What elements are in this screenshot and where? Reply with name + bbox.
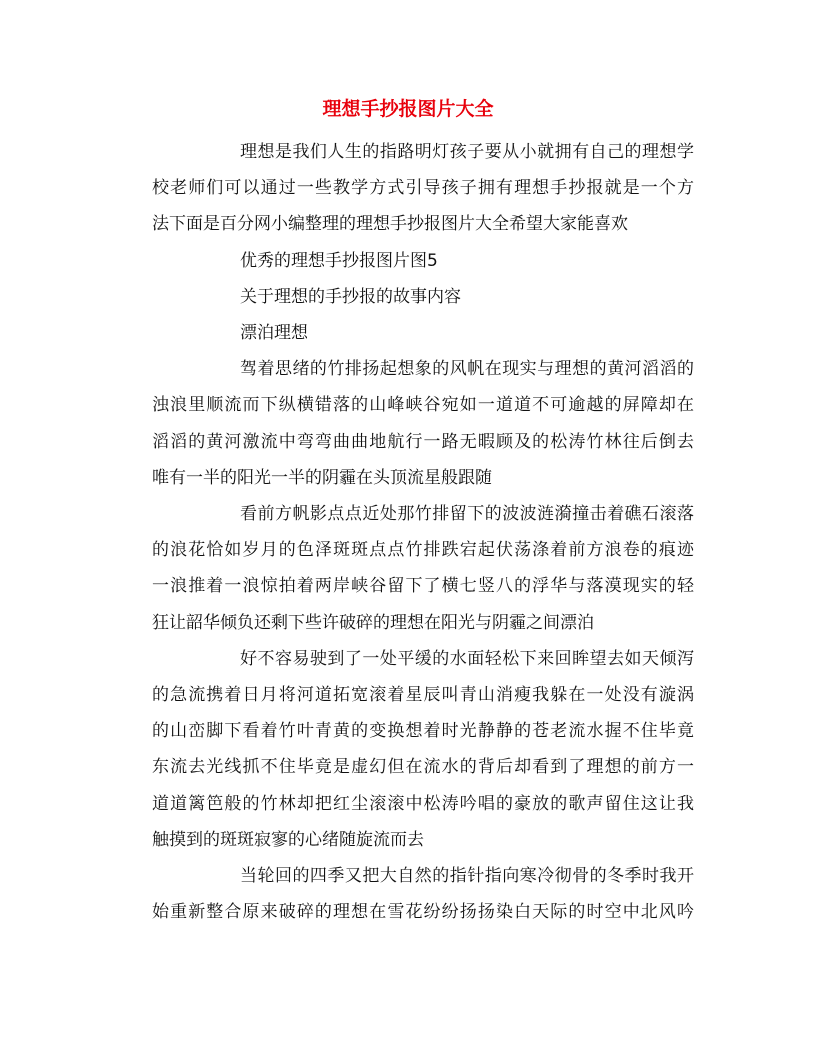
- paragraph-line: 的浪花恰如岁月的色泽斑斑点点竹排跌宕起伏荡涤着前方浪卷的痕迹: [152, 540, 694, 561]
- paragraph-story-1: [118, 351, 694, 496]
- paragraph-line: 关于理想的手抄报的故事内容: [240, 286, 461, 307]
- paragraph-line: 道道篱笆般的竹林却把红尘滚滚中松涛吟唱的豪放的歌声留住这让我: [152, 793, 694, 814]
- paragraph-line: 的山峦脚下看着竹叶青黄的变换想着时光静静的苍老流水握不住毕竟: [152, 721, 694, 742]
- paragraph-line: 看前方帆影点点近处那竹排留下的波波涟漪撞击着礁石滚落: [240, 504, 694, 525]
- paragraph-story-4: [118, 858, 694, 930]
- paragraph-line: 触摸到的斑斑寂寥的心绪随旋流而去: [152, 829, 424, 850]
- paragraph-section-heading: [118, 279, 694, 315]
- paragraph-story-2: [118, 496, 694, 641]
- document-title: 理想手抄报图片大全: [322, 98, 494, 120]
- paragraph-story-title: [118, 315, 694, 351]
- paragraph-story-3: [118, 641, 694, 858]
- paragraph-line: 优秀的理想手抄报图片图5: [240, 250, 438, 271]
- document-body: [118, 134, 694, 930]
- paragraph-image-caption: [118, 243, 694, 279]
- paragraph-line: 狂让韶华倾负还剩下些许破碎的理想在阳光与阴霾之间漂泊: [152, 612, 594, 633]
- paragraph-line: 校老师们可以通过一些教学方式引导孩子拥有理想手抄报就是一个方: [152, 178, 694, 199]
- paragraph-line: 始重新整合原来破碎的理想在雪花纷纷扬扬染白天际的时空中北风吟: [152, 902, 694, 923]
- paragraph-line: 滔滔的黄河激流中弯弯曲曲地航行一路无暇顾及的松涛竹林往后倒去: [152, 431, 694, 452]
- paragraph-line: 唯有一半的阳光一半的阴霾在头顶流星般跟随: [152, 467, 492, 488]
- paragraph-line: 驾着思绪的竹排扬起想象的风帆在现实与理想的黄河滔滔的: [240, 359, 694, 380]
- paragraph-line: 理想是我们人生的指路明灯孩子要从小就拥有自己的理想学: [240, 142, 694, 162]
- paragraph-intro: [118, 134, 694, 243]
- paragraph-line: 的急流携着日月将河道拓宽滚着星辰叫青山消瘦我躲在一处没有漩涡: [152, 685, 694, 706]
- paragraph-line: 一浪推着一浪惊拍着两岸峡谷留下了横七竖八的浮华与落漠现实的轻: [152, 576, 694, 597]
- paragraph-line: 法下面是百分网小编整理的理想手抄报图片大全希望大家能喜欢: [152, 214, 628, 235]
- paragraph-line: 当轮回的四季又把大自然的指针指向寒冷彻骨的冬季时我开: [240, 866, 694, 887]
- paragraph-line: 好不容易驶到了一处平缓的水面轻松下来回眸望去如天倾泻: [240, 648, 694, 669]
- paragraph-line: 浊浪里顺流而下纵横错落的山峰峡谷宛如一道道不可逾越的屏障却在: [152, 395, 694, 416]
- paragraph-line: 东流去光线抓不住毕竟是虚幻但在流水的背后却看到了理想的前方一: [152, 757, 694, 778]
- paragraph-line: 漂泊理想: [240, 323, 308, 344]
